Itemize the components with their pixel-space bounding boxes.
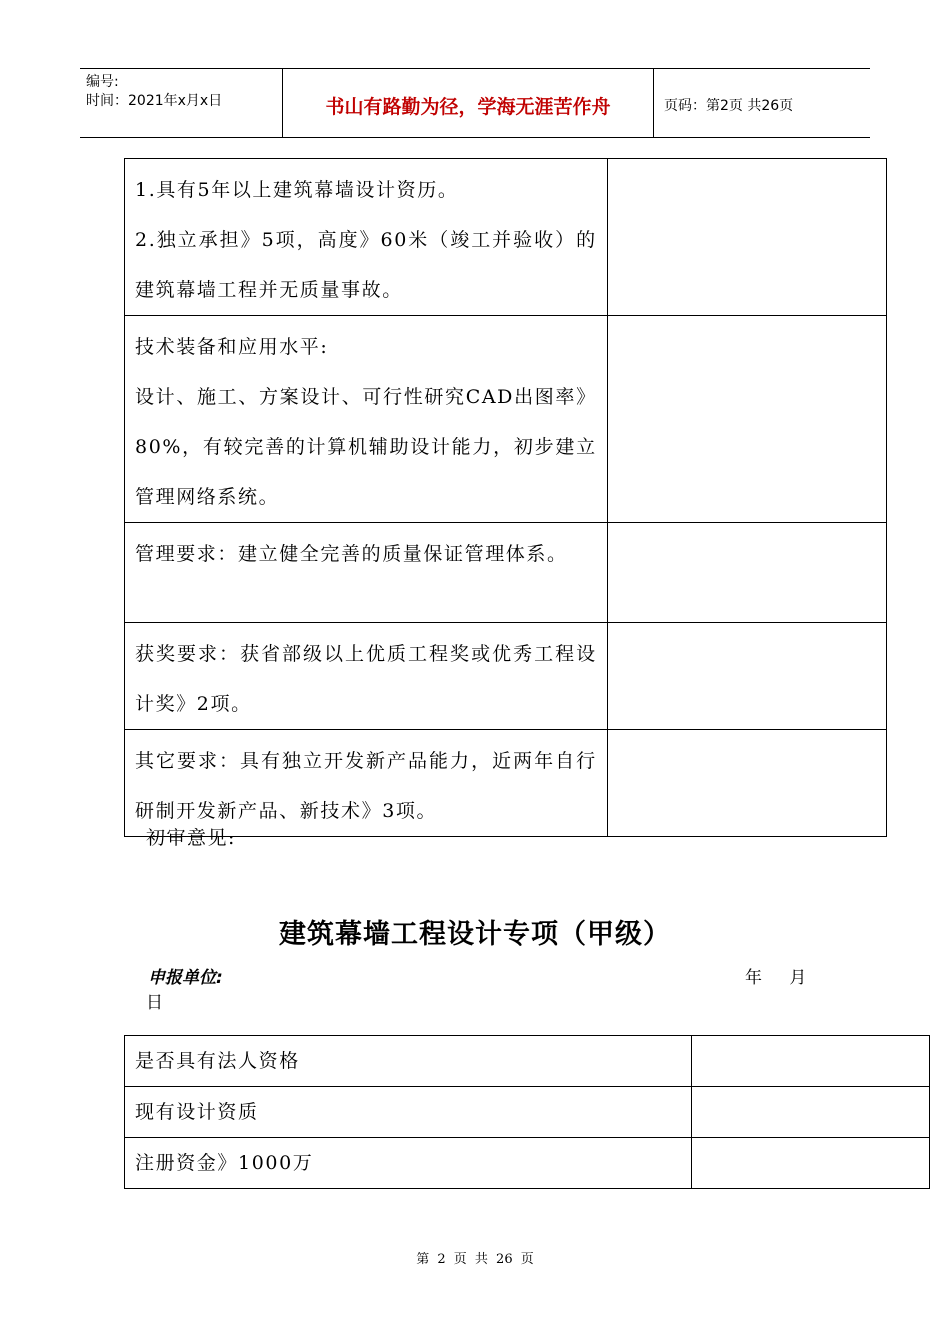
- requirement-cell: [125, 523, 608, 623]
- applicant-label: 申报单位:: [148, 968, 223, 988]
- table-row: [125, 730, 887, 837]
- requirement-line: 其它要求：具有独立开发新产品能力，近两年自行研制开发新产品、新技术》3项。: [135, 750, 597, 822]
- requirement-line: 获奖要求：获省部级以上优质工程奖或优秀工程设计奖》2项。: [135, 643, 597, 715]
- date-year-month: 年 月: [745, 968, 807, 988]
- header-motto: 书山有路勤为径，学海无涯苦作舟: [282, 69, 654, 137]
- number-label: 编号:: [86, 74, 119, 90]
- table-row: [125, 1087, 930, 1138]
- review-cell[interactable]: [607, 316, 886, 523]
- date-day: 日: [146, 993, 163, 1013]
- requirement-line: 2.独立承担》5项，高度》60米（竣工并验收）的建筑幕墙工程并无质量事故。: [135, 229, 597, 301]
- header-meta: [80, 69, 282, 137]
- section-title: 建筑幕墙工程设计专项（甲级）: [279, 919, 671, 950]
- requirement-cell: [125, 623, 608, 730]
- qualification-cell: 现有设计资质: [125, 1087, 692, 1138]
- header-page-info: 页码：第2页 共26页: [664, 98, 794, 114]
- table-row: [125, 623, 887, 730]
- requirements-table: [124, 158, 887, 837]
- requirement-line: 1.具有5年以上建筑幕墙设计资历。: [135, 179, 459, 201]
- table-row: [125, 1138, 930, 1189]
- answer-cell[interactable]: [691, 1138, 929, 1189]
- review-cell[interactable]: [607, 623, 886, 730]
- answer-cell[interactable]: [691, 1036, 929, 1087]
- page-footer: 第 2 页 共 26 页: [416, 1252, 534, 1267]
- table-row: [125, 159, 887, 316]
- review-cell[interactable]: [607, 523, 886, 623]
- requirement-line: 管理要求：建立健全完善的质量保证管理体系。: [135, 543, 568, 565]
- qualification-cell: 是否具有法人资格: [125, 1036, 692, 1087]
- table-row: [125, 1036, 930, 1087]
- requirement-cell: [125, 730, 608, 837]
- qualification-table: [124, 1035, 930, 1189]
- time-label: 时间：2021年x月x日: [86, 93, 223, 109]
- table-row: [125, 316, 887, 523]
- page-header: [80, 68, 870, 138]
- review-cell[interactable]: [607, 730, 886, 837]
- review-cell[interactable]: [607, 159, 886, 316]
- requirement-line: 设计、施工、方案设计、可行性研究CAD出图率》80%，有较完善的计算机辅助设计能力，初步建立管理网络系统。: [135, 386, 597, 508]
- qualification-cell: 注册资金》1000万: [125, 1138, 692, 1189]
- requirement-cell: [125, 159, 608, 316]
- preliminary-opinion: 初审意见:: [146, 827, 236, 849]
- table-row: [125, 523, 887, 623]
- answer-cell[interactable]: [691, 1087, 929, 1138]
- requirement-line: 技术装备和应用水平:: [135, 336, 329, 358]
- requirement-cell: [125, 316, 608, 523]
